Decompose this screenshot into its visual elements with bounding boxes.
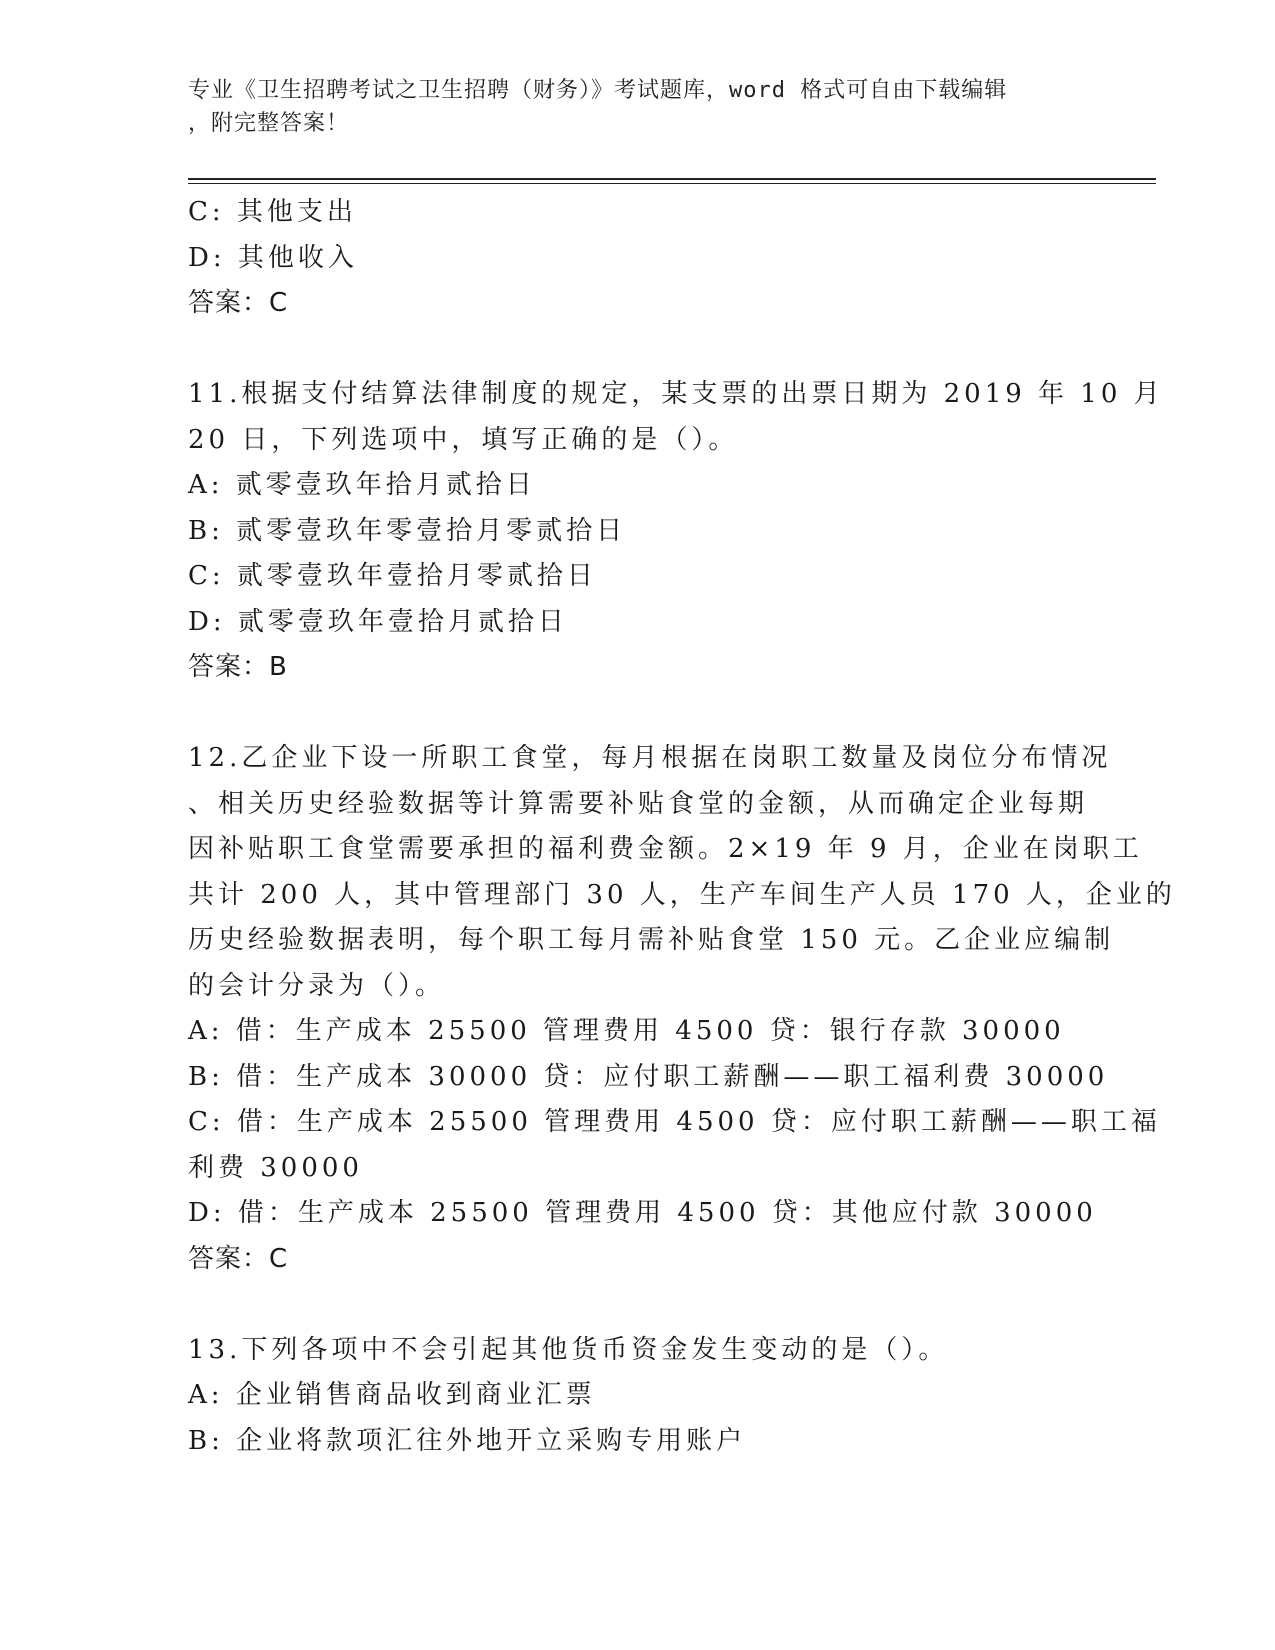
question-stem-line: 因补贴职工食堂需要承担的福利费金额。2×19 年 9 月，企业在岗职工 [188, 834, 1143, 864]
option-b: B: 贰零壹玖年零壹拾月零贰拾日 [188, 515, 627, 546]
option-c: C: 其他支出 [188, 197, 357, 227]
option-d: D: 借：生产成本 25500 管理费用 4500 贷：其他应付款 30000 [188, 1198, 1097, 1228]
header-divider-thin [188, 183, 1156, 184]
option-d: D: 贰零壹玖年壹拾月贰拾日 [188, 606, 568, 637]
page-header [188, 74, 1088, 140]
option-c-continued: 利费 30000 [188, 1152, 363, 1183]
question-stem-line: 13.下列各项中不会引起其他货币资金发生变动的是（）。 [188, 1334, 949, 1365]
option-c: C: 贰零壹玖年壹拾月零贰拾日 [188, 561, 597, 591]
option-a: A: 贰零壹玖年拾月贰拾日 [188, 470, 536, 500]
previous-question-tail [188, 190, 1088, 327]
question-stem-line: 的会计分录为（）。 [188, 970, 446, 1001]
question-12 [188, 736, 1176, 1282]
question-11 [188, 372, 1164, 691]
option-a: A: 借：生产成本 25500 管理费用 4500 贷：银行存款 30000 [188, 1016, 1065, 1046]
option-a: A: 企业销售商品收到商业汇票 [188, 1380, 596, 1410]
question-13 [188, 1328, 1088, 1465]
header-divider-thick [188, 178, 1156, 180]
question-stem-line: 共计 200 人，其中管理部门 30 人，生产车间生产人员 170 人，企业的 [188, 879, 1176, 910]
header-line-1: 专业《卫生招聘考试之卫生招聘（财务）》考试题库，word 格式可自由下载编辑 [188, 78, 1008, 103]
header-line-2: ，附完整答案！ [188, 111, 350, 136]
question-stem-line: 历史经验数据表明，每个职工每月需补贴食堂 150 元。乙企业应编制 [188, 925, 1115, 955]
option-d: D: 其他收入 [188, 242, 358, 273]
spacer [188, 691, 1088, 737]
spacer [188, 1282, 1088, 1328]
question-content [188, 190, 1176, 1464]
answer: 答案：C [188, 1243, 289, 1274]
option-c: C: 借：生产成本 25500 管理费用 4500 贷：应付职工薪酬——职工福 [188, 1107, 1161, 1137]
question-stem-line: 、相关历史经验数据等计算需要补贴食堂的金额，从而确定企业每期 [188, 788, 1089, 819]
option-b: B: 企业将款项汇往外地开立采购专用账户 [188, 1425, 747, 1456]
question-stem-line: 11.根据支付结算法律制度的规定，某支票的出票日期为 2019 年 10 月 [188, 379, 1164, 409]
answer: 答案：B [188, 652, 288, 682]
answer: 答案：C [188, 288, 289, 318]
spacer [188, 327, 1088, 373]
question-stem-line: 20 日，下列选项中，填写正确的是（）。 [188, 424, 739, 455]
option-b: B: 借：生产成本 30000 贷：应付职工薪酬——职工福利费 30000 [188, 1061, 1109, 1092]
question-stem-line: 12.乙企业下设一所职工食堂，每月根据在岗职工数量及岗位分布情况 [188, 743, 1112, 773]
